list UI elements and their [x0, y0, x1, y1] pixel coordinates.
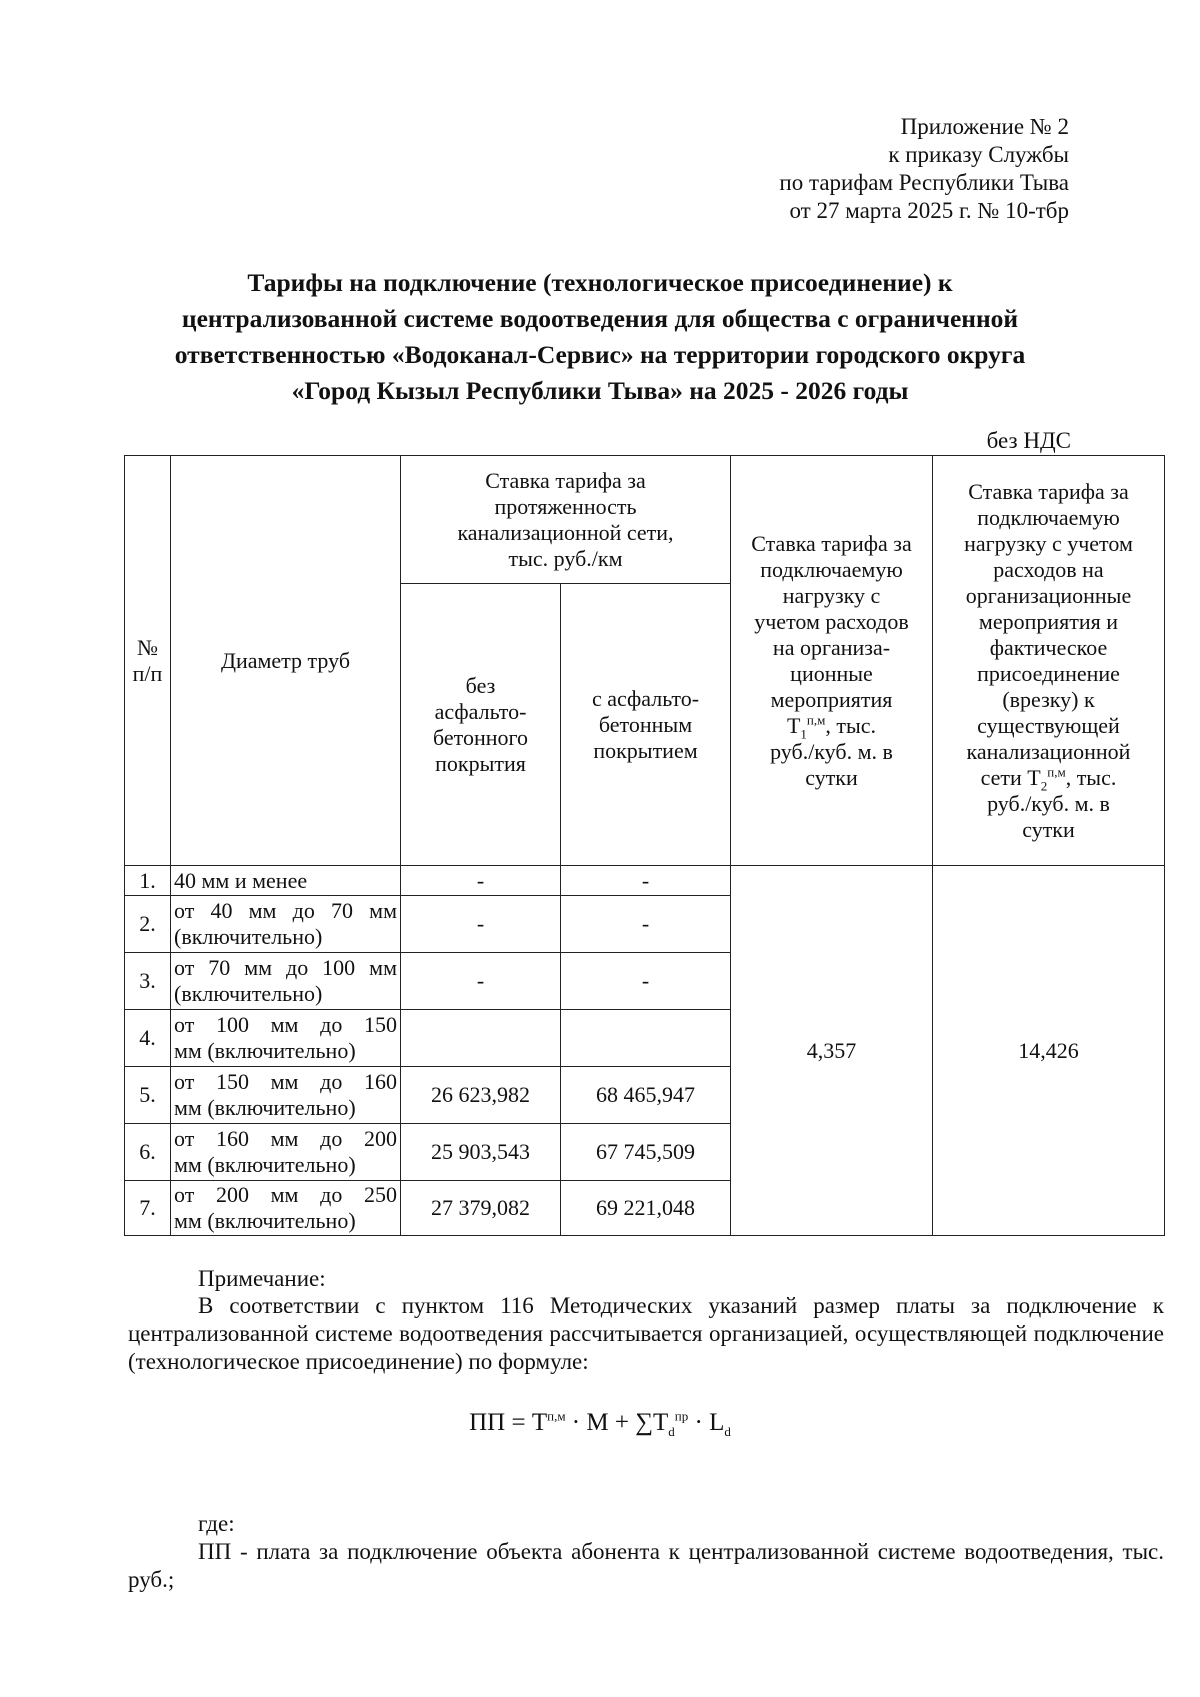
row-diameter: от 40 мм до 70 мм (включительно)	[171, 896, 401, 953]
table-row	[125, 866, 1165, 896]
cell-no-asphalt: -	[401, 953, 561, 1010]
header-no-asphalt: без асфальто- бетонного покрытия	[401, 584, 561, 866]
row-number: 3.	[125, 953, 171, 1010]
header-with-asphalt: с асфальто- бетонным покрытием	[561, 584, 731, 866]
header-length-rate: Ставка тарифа за протяженность канализационной сети, тыс. руб./км	[401, 456, 731, 584]
cell-t2-value: 14,426	[933, 866, 1165, 1236]
header-t2-rate: Ставка тарифа за подключаемую нагрузку с учетом расходов на организационные мероприятия и фактическое присоединение (врезку) к существующей канализационной сети $T_2^{п,м}$, тыс. руб./куб. м. в сутки	[933, 456, 1165, 866]
header-t1-rate: Ставка тарифа за подключаемую нагрузку с учетом расходов на организа- ционные мероприятия $T_1^{п,м}$, тыс. руб./куб. м. в сутки	[731, 456, 933, 866]
cell-with-asphalt: 68 465,947	[561, 1067, 731, 1124]
cell-with-asphalt: -	[561, 896, 731, 953]
appendix-line: по тарифам Республики Тыва	[779, 170, 1069, 195]
note-heading: Примечание:	[198, 1266, 326, 1291]
cell-no-asphalt	[401, 1010, 561, 1067]
row-diameter: от 100 мм до 150 мм (включительно)	[171, 1010, 401, 1067]
header-number: № п/п	[125, 456, 171, 866]
cell-t1-value: 4,357	[731, 866, 933, 1236]
row-number: 1.	[125, 866, 171, 896]
header-diameter: Диаметр труб	[171, 456, 401, 866]
appendix-line: к приказу Службы	[888, 142, 1069, 167]
tariff-table	[124, 455, 1165, 1236]
row-diameter: от 160 мм до 200 мм (включительно)	[171, 1124, 401, 1181]
cell-with-asphalt: -	[561, 866, 731, 896]
appendix-line: Приложение № 2	[900, 114, 1069, 139]
cell-with-asphalt: -	[561, 953, 731, 1010]
where-label: где:	[198, 1511, 235, 1536]
cell-no-asphalt: 27 379,082	[401, 1181, 561, 1236]
cell-no-asphalt: -	[401, 866, 561, 896]
cell-with-asphalt: 69 221,048	[561, 1181, 731, 1236]
title-line: ответственностью «Водоканал-Сервис» на территории городского округа	[174, 340, 1026, 369]
cell-no-asphalt: 25 903,543	[401, 1124, 561, 1181]
row-number: 2.	[125, 896, 171, 953]
row-diameter: 40 мм и менее	[171, 866, 401, 896]
row-diameter: от 150 мм до 160 мм (включительно)	[171, 1067, 401, 1124]
title-line: централизованной системе водоотведения для общества с ограниченной	[181, 304, 1019, 333]
row-number: 5.	[125, 1067, 171, 1124]
payment-formula: ПП = $T^{п,м} \cdot M + \sum T_d^{пр} \cdot L_d$	[469, 1408, 731, 1439]
appendix-reference	[779, 113, 1069, 225]
title-line: «Город Кызыл Республики Тыва» на 2025 - 2026 годы	[291, 376, 909, 405]
row-number: 4.	[125, 1010, 171, 1067]
cell-no-asphalt: -	[401, 896, 561, 953]
document-title	[128, 265, 1072, 409]
note-paragraph: В соответствии с пунктом 116 Методических указаний размер платы за подключение к централизованной системе водоотведения рассчитывается организацией, осуществляющей подключение (технологическое присоединение) по формуле:	[128, 1293, 1164, 1374]
appendix-line: от 27 марта 2025 г. № 10-тбр	[789, 198, 1069, 223]
row-number: 7.	[125, 1181, 171, 1236]
cell-with-asphalt	[561, 1010, 731, 1067]
vat-note: без НДС	[986, 428, 1071, 453]
definition-paragraph: ПП - плата за подключение объекта абонента к централизованной системе водоотведения, тыс. руб.;	[128, 1539, 1164, 1592]
cell-with-asphalt: 67 745,509	[561, 1124, 731, 1181]
title-line: Тарифы на подключение (технологическое присоединение) к	[247, 268, 953, 297]
row-diameter: от 200 мм до 250 мм (включительно)	[171, 1181, 401, 1236]
row-number: 6.	[125, 1124, 171, 1181]
row-diameter: от 70 мм до 100 мм (включительно)	[171, 953, 401, 1010]
cell-no-asphalt: 26 623,982	[401, 1067, 561, 1124]
